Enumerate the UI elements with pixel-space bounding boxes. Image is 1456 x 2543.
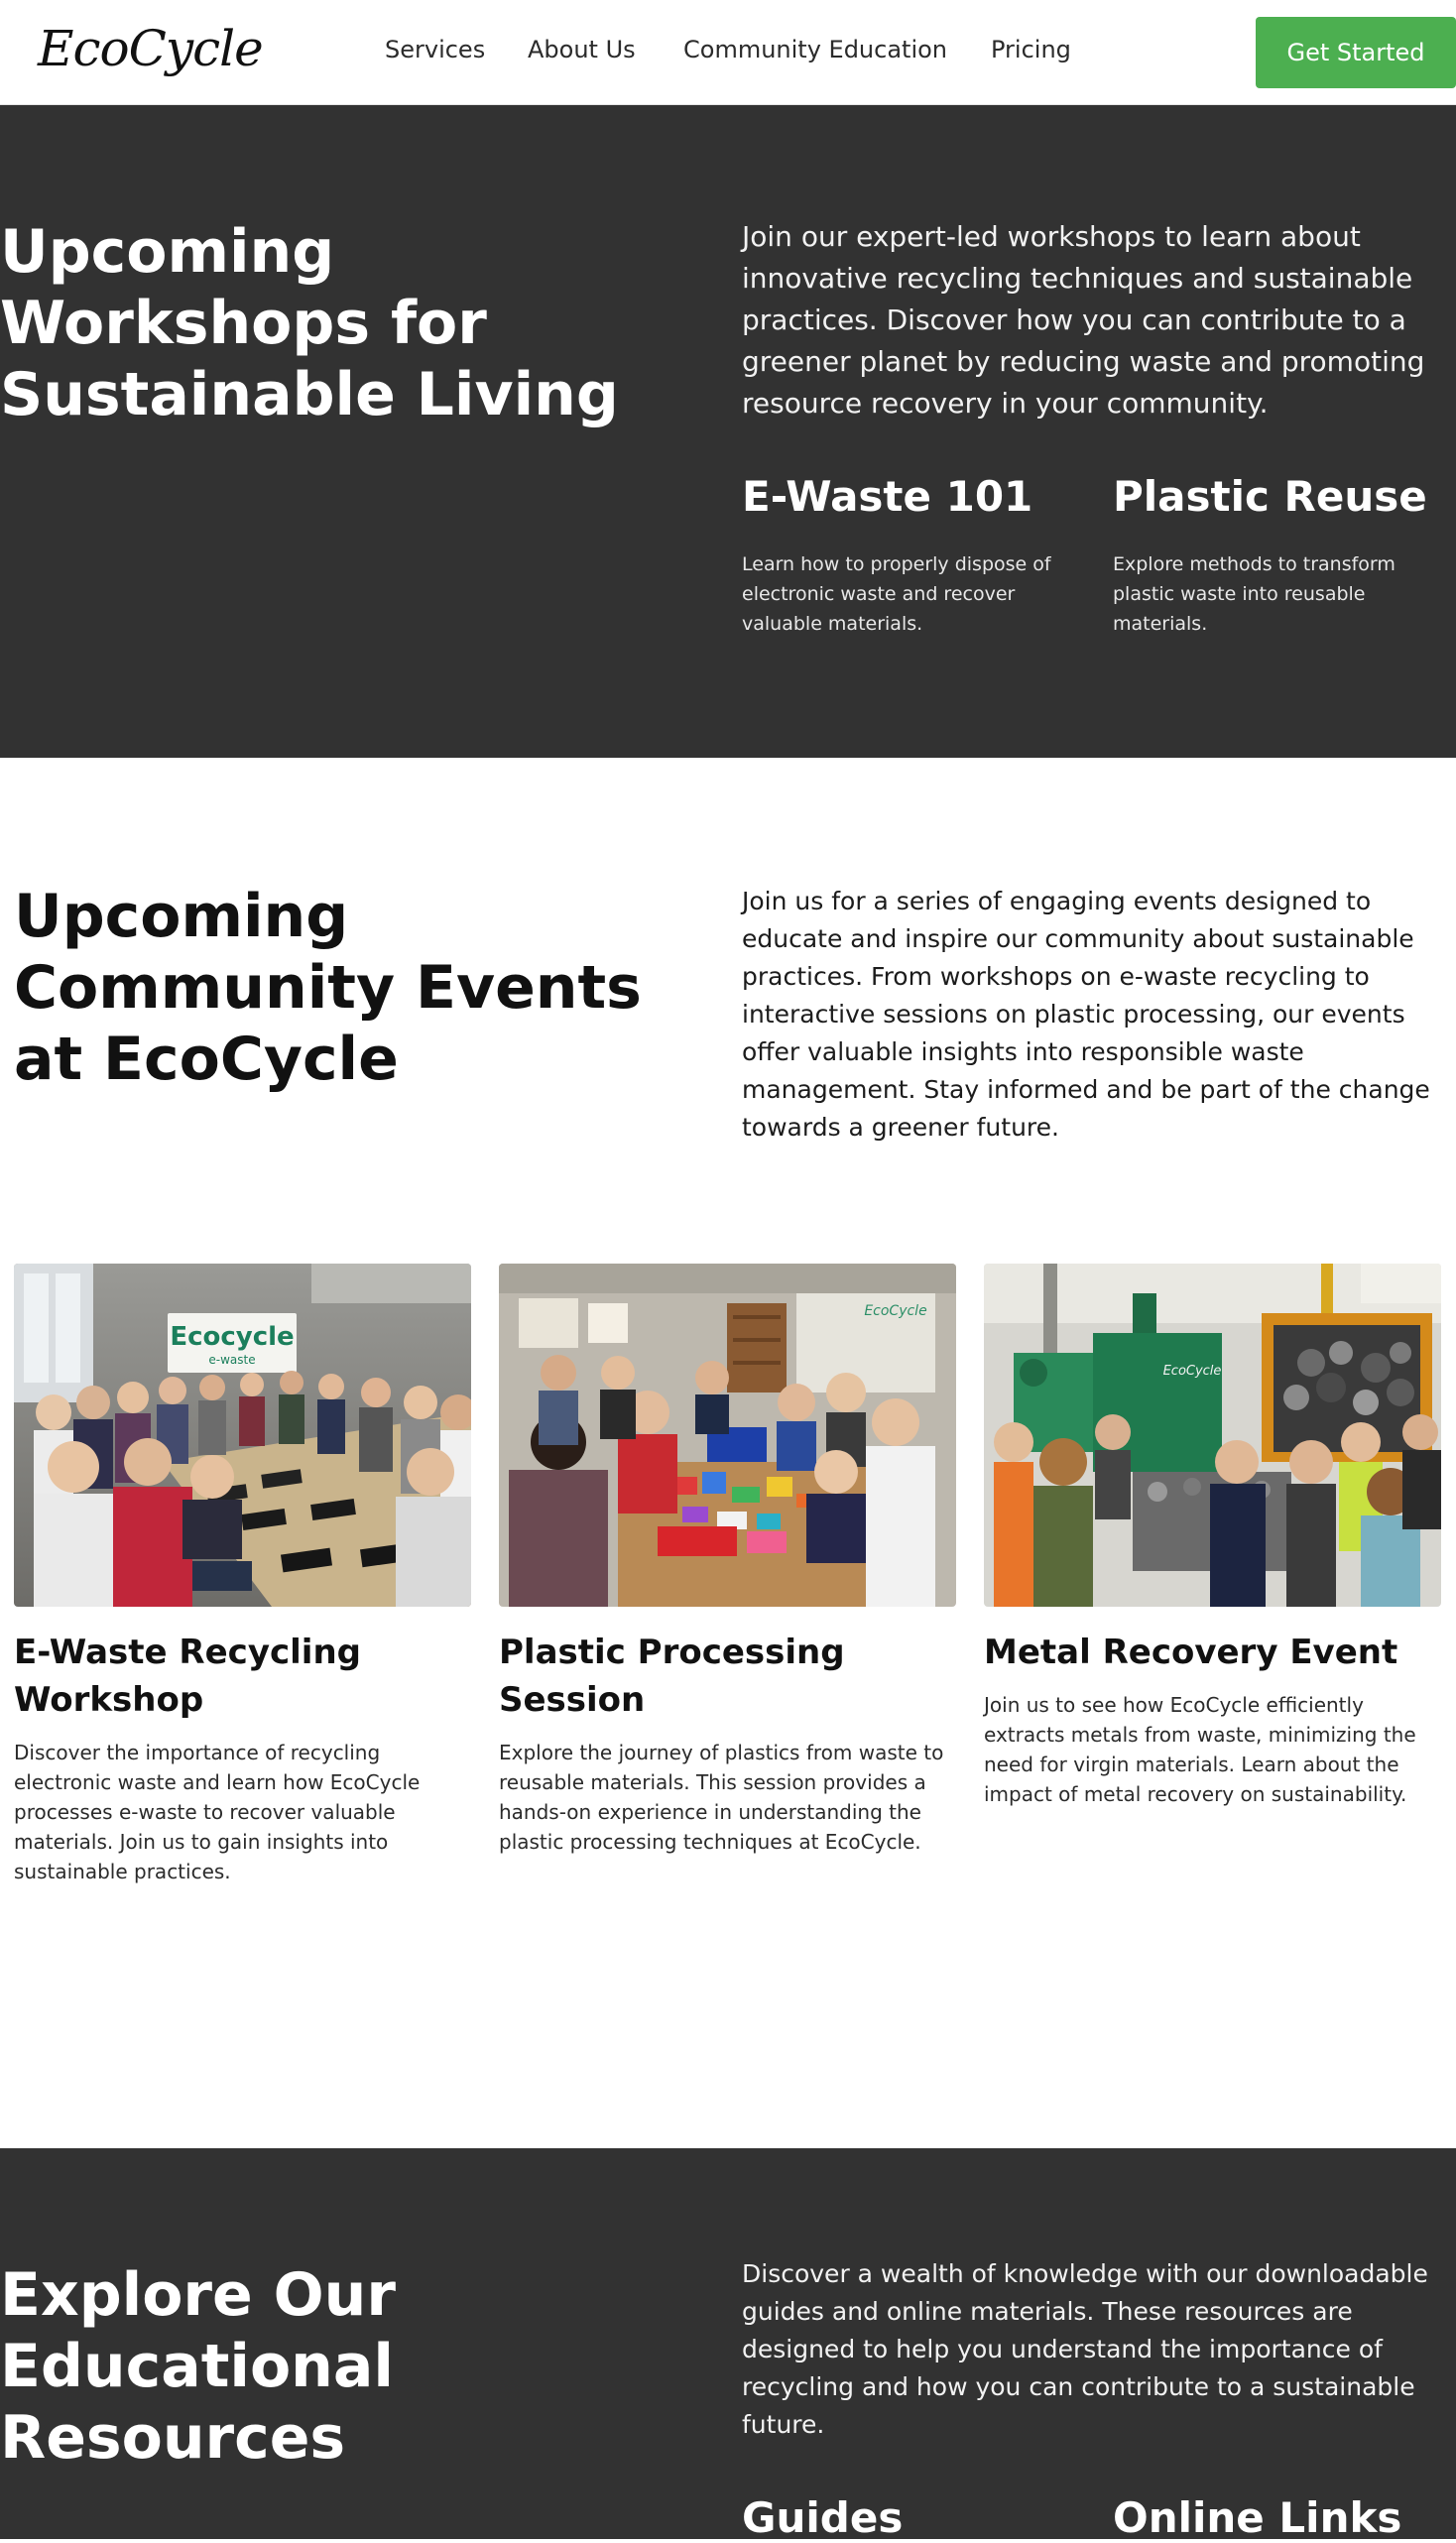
- banner-logo-text: Ecocycle: [170, 1322, 295, 1352]
- feature-text: Explore methods to transform plastic waste into reusable materials.: [1113, 553, 1395, 635]
- event-card-title: Metal Recovery Event: [984, 1633, 1398, 1672]
- nav-link-services[interactable]: Services: [385, 36, 486, 63]
- feature-title: E-Waste 101: [742, 472, 1033, 521]
- resource-online-links-heading: Online Links: [1113, 2493, 1402, 2542]
- event-card-text: Join us to see how EcoCycle efficiently extracts metals from waste, minimizing the need for virgin materials. Learn about the impact of metal recovery on sustainability.: [984, 1693, 1416, 1806]
- nav-link-about-us[interactable]: About Us: [528, 36, 636, 63]
- e-waste-workshop-photo: [14, 1264, 471, 1607]
- logo[interactable]: EcoCycle: [38, 20, 263, 77]
- banner-logo-text: EcoCycle: [1162, 1364, 1222, 1379]
- banner-sub-text: e-waste: [208, 1353, 256, 1367]
- event-card-metal[interactable]: [984, 1264, 1441, 1809]
- resources-description: Discover a wealth of knowledge with our downloadable guides and online materials. These resources are designed to help you understand the importance of recycling and how you can contribute to a sustainable future.: [742, 2259, 1428, 2439]
- feature-e-waste-101: [742, 472, 1089, 639]
- event-card-text: Explore the journey of plastics from waste to reusable materials. This session provides a hands-on experience in understanding the plastic processing techniques at EcoCycle.: [499, 1741, 944, 1854]
- banner-logo-text: EcoCycle: [864, 1303, 927, 1319]
- get-started-button[interactable]: Get Started: [1256, 17, 1456, 88]
- resources-title: Explore Our Educational Resources: [0, 2260, 396, 2473]
- event-card-title: Plastic Processing Session: [499, 1633, 845, 1720]
- nav-links: [0, 0, 1456, 103]
- educational-resources-section: [0, 2148, 1456, 2542]
- top-navigation: [0, 0, 1456, 105]
- event-card-text: Discover the importance of recycling electronic waste and learn how EcoCycle processes e-waste to recover valuable materials. Join us to gain insights into sustainable practices.: [14, 1741, 421, 1883]
- hero-description: Join our expert-led workshops to learn about innovative recycling techniques and sustainable practices. Discover how you can contribute to a greener planet by reducing waste and promoting resource recovery in your community.: [742, 220, 1425, 420]
- events-title: Upcoming Community Events at EcoCycle: [14, 882, 642, 1094]
- event-card-title: E-Waste Recycling Workshop: [14, 1633, 361, 1720]
- workshops-hero: [0, 105, 1456, 758]
- feature-title: Plastic Reuse: [1113, 472, 1427, 521]
- metal-recovery-photo: [984, 1264, 1441, 1607]
- nav-link-community-education[interactable]: Community Education: [683, 36, 948, 63]
- hero-title: Upcoming Workshops for Sustainable Living: [0, 217, 619, 429]
- nav-link-pricing[interactable]: Pricing: [991, 36, 1071, 63]
- events-description: Join us for a series of engaging events designed to educate and inspire our community about sustainable practices. From workshops on e-waste recycling to interactive sessions on plastic processing, our events offer valuable insights into responsible waste management. Stay informed and be part of the change towards a greener future.: [742, 887, 1430, 1142]
- plastic-processing-photo: [499, 1264, 956, 1607]
- event-card-plastic[interactable]: [499, 1264, 956, 1857]
- resource-guides-heading: Guides: [742, 2493, 904, 2542]
- feature-plastic-reuse: [1113, 472, 1456, 639]
- feature-text: Learn how to properly dispose of electronic waste and recover valuable materials.: [742, 553, 1051, 635]
- event-card-e-waste[interactable]: [14, 1264, 471, 1886]
